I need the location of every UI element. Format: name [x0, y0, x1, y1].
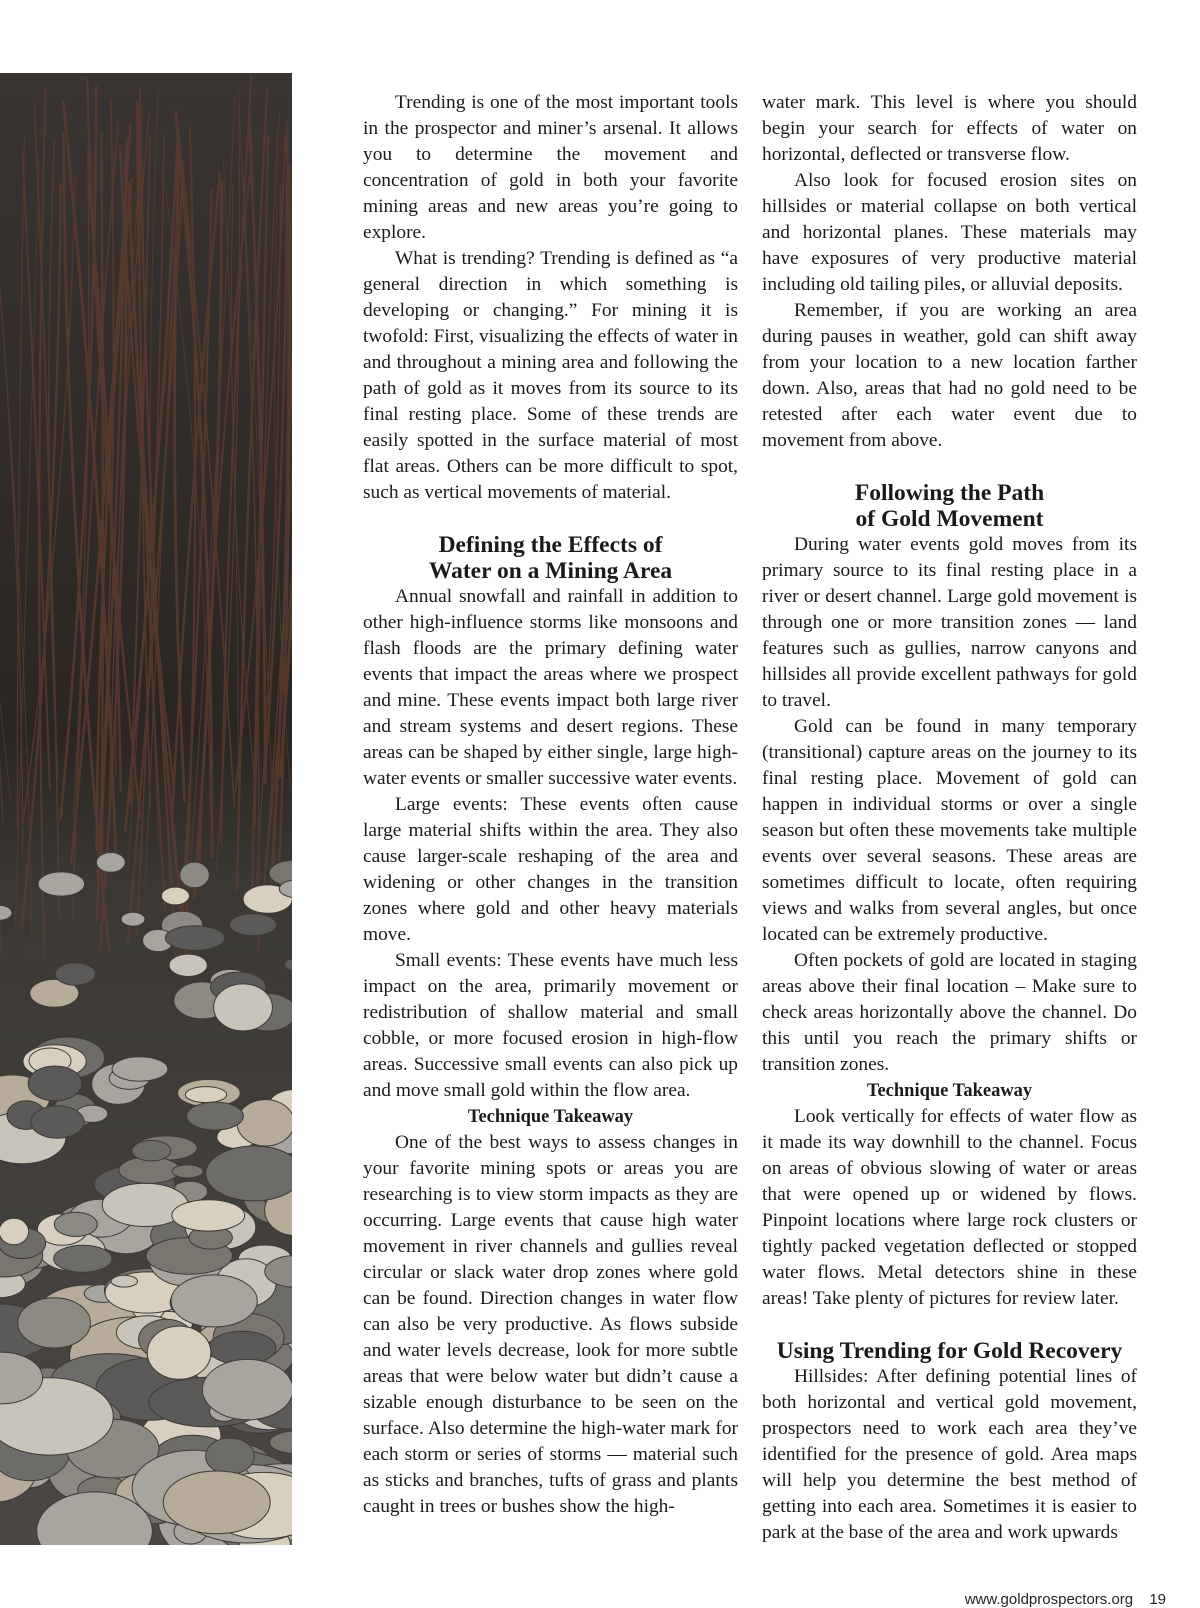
page-footer — [965, 1591, 1166, 1608]
stone — [28, 1066, 82, 1101]
paragraph: water mark. This level is where you should begin your search for effects of water on horizontal, deflected or transverse flow. — [762, 92, 1137, 165]
section-heading-recovery: Using Trending for Gold Recovery — [776, 1338, 1123, 1364]
stone — [163, 1471, 270, 1534]
heading-line: Water on a Mining Area — [428, 558, 673, 584]
stone — [214, 984, 273, 1031]
paragraph: Annual snowfall and rainfall in addition to other high-influence storms like monsoons and flash floods are the primary defining water events that impact the areas where we prospect and mine. These events impact both large river and stream systems and desert regions. These areas can be shaped by either single, large high-water events or smaller successive water events. — [363, 586, 738, 789]
stone — [169, 954, 207, 976]
stone — [165, 926, 224, 951]
section-heading-path — [762, 480, 1137, 532]
paragraph: Look vertically for effects of water flow as it made its way downhill to the channel. Focus on areas of obvious slowing of water or areas that were opened up or widened by flows. Pinpoint locations where large rock clusters or tightly packed vegetation deflected or stopped water flows. Metal detectors shine in these areas! Take plenty of pictures for review later. — [762, 1106, 1137, 1309]
stone — [187, 1102, 244, 1130]
paragraph: Remember, if you are working an area during pauses in weather, gold can shift away from your location to a new location farther down. Also, areas that had no gold need to be retested after each water event due to movement from above. — [762, 300, 1137, 451]
stone — [112, 1057, 168, 1081]
stone — [172, 1200, 245, 1231]
stone — [206, 1438, 255, 1474]
stone — [96, 853, 125, 873]
stone — [18, 1298, 91, 1348]
stone — [121, 912, 145, 926]
paragraph: Also look for focused erosion sites on hillsides or material collapse on both vertical and horizontal planes. These materials may have exposures of very productive material including old tailing piles, or alluvial deposits. — [762, 170, 1137, 295]
heading-line: Following the Path — [854, 480, 1045, 506]
paragraph: Gold can be found in many temporary (transitional) capture areas on the journey to its final resting place. Movement of gold can happen in individual storms or over a single season but often these movements take multiple events over several seasons. These areas are sometimes difficult to locate, often requiring views and walks from several angles, but once located can be extremely productive. — [762, 716, 1137, 945]
stone — [161, 887, 189, 905]
stone — [172, 1165, 203, 1178]
page-number: 19 — [1149, 1591, 1166, 1608]
paragraph: Small events: These events have much less impact on the area, primarily movement or redistribution of shallow material and small cobble, or more focused erosion in high-flow areas. Successive small events can also pick up and move small gold within the flow area. — [363, 950, 738, 1101]
stone — [202, 1359, 292, 1419]
stone — [237, 1100, 292, 1146]
technique-takeaway-heading: Technique Takeaway — [467, 1107, 634, 1127]
stone — [111, 1275, 137, 1287]
paragraph: Trending is one of the most important tools in the prospector and miner’s arsenal. It allows you to determine the movement and concentration of gold in both your favorite mining areas and new areas you’re going to explore. — [363, 92, 738, 243]
riverbed-photo — [0, 73, 292, 1545]
stone — [206, 1146, 292, 1201]
paragraph: Large events: These events often cause large material shifts within the area. They also cause larger-scale reshaping of the area and widening or other changes in the transition zones where gold and other heavy materials move. — [363, 794, 738, 945]
stone — [31, 1106, 84, 1138]
paragraph: One of the best ways to assess changes in your favorite mining spots or areas you are researching is to view storm impacts as they are occurring. Large events that cause high water movement in river channels and gullies reveal circular or slack water drop zones where gold can be found. Direction changes in water flow can also be very productive. As flows subside and water levels decrease, look for more subtle areas that were below water but didn’t cause a sizable enough disturbance to be seen on the surface. Also determine the high-water mark for each storm or series of storms — material such as sticks and branches, tufts of grass and plants caught in trees or bushes show the high- — [363, 1132, 738, 1517]
stone — [132, 1140, 171, 1161]
stone — [185, 1087, 226, 1103]
website-url: www.goldprospectors.org — [964, 1591, 1134, 1608]
section-heading-effects — [363, 532, 738, 584]
stone — [55, 963, 95, 985]
heading-line: of Gold Movement — [855, 506, 1044, 532]
stone — [230, 914, 277, 936]
paragraph: Often pockets of gold are located in staging areas above their final location – Make sure to check areas horizontally above the channel. Do this until you reach the primary shifts or transition zones. — [762, 950, 1137, 1075]
stone — [0, 1218, 29, 1244]
stone — [171, 1275, 257, 1327]
article-column-right — [762, 90, 1137, 1546]
article-column-left — [363, 90, 738, 1520]
technique-takeaway-heading: Technique Takeaway — [866, 1081, 1033, 1101]
paragraph: Hillsides: After defining potential lines of both horizontal and vertical gold movement, prospectors need to work each area they’ve identified for the presence of gold. Area maps will help you determine the best method of getting into each area. Sometimes it is easier to park at the base of the area and work upwards — [762, 1366, 1137, 1543]
stone — [54, 1212, 97, 1236]
stone — [54, 1245, 112, 1272]
paragraph: During water events gold moves from its primary source to its final resting place in a river or desert channel. Large gold movement is through one or more transition zones — land features such as gullies, narrow canyons and hillsides all provide excellent pathways for gold to travel. — [762, 534, 1137, 711]
paragraph: What is trending? Trending is defined as “a general direction in which something is developing or changing.” For mining it is twofold: First, visualizing the effects of water in and throughout a mining area and following the path of gold as it moves from its source to its final resting place. Some of these trends are easily spotted in the surface material of most flat areas. Others can be more difficult to spot, such as vertical movements of material. — [363, 248, 738, 503]
stone — [180, 862, 210, 888]
stone — [147, 1326, 211, 1379]
heading-line: Defining the Effects of — [438, 532, 663, 558]
stone — [38, 872, 85, 896]
riverbed-photo-icon — [0, 73, 292, 1545]
